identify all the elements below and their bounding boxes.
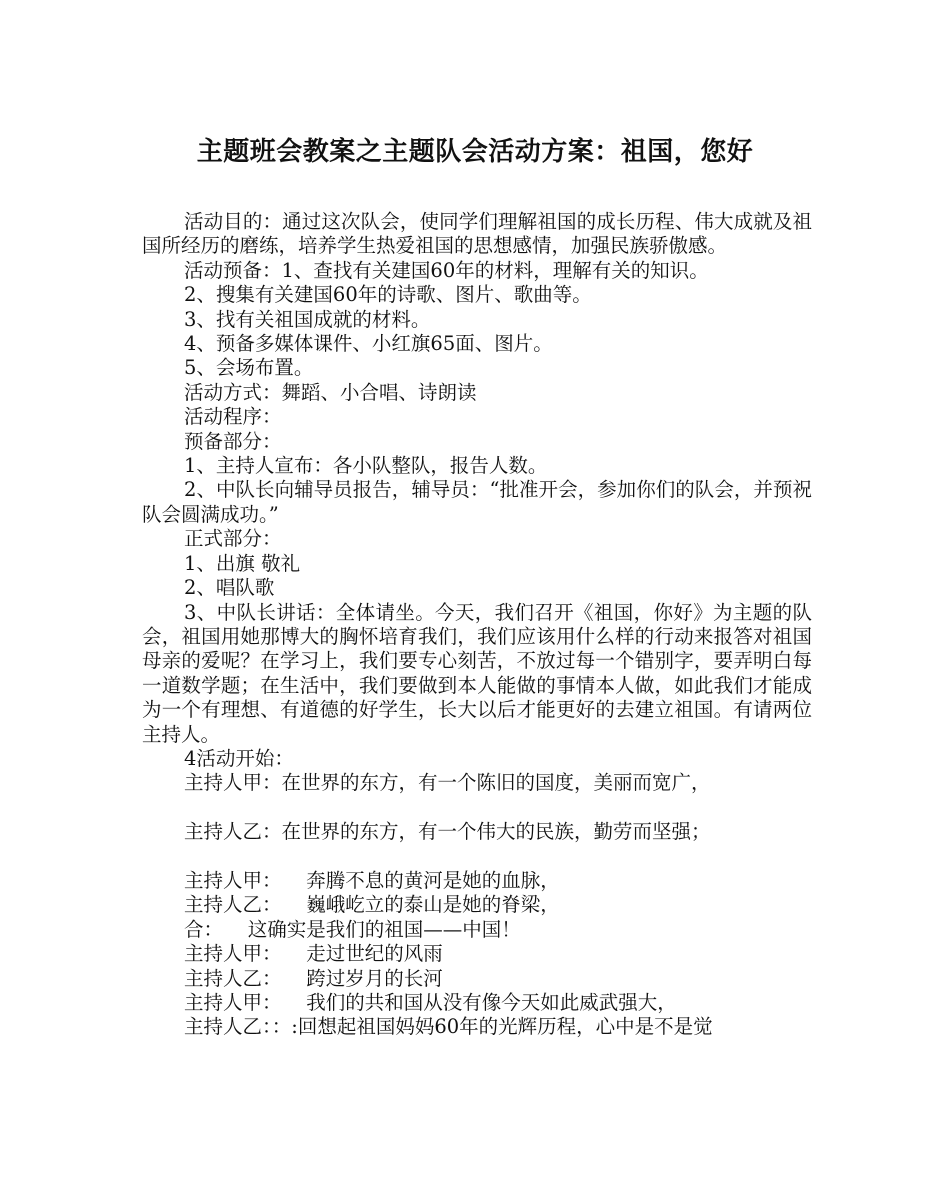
paragraph: 5、会场布置。 — [184, 356, 314, 380]
paragraph: 2、搜集有关建国60年的诗歌、图片、歌曲等。 — [184, 283, 592, 307]
paragraph: 4活动开始： — [184, 746, 294, 770]
blank-line — [142, 796, 812, 820]
document-title: 主题班会教案之主题队会活动方案：祖国，您好 — [196, 137, 754, 167]
paragraph: 2、中队长向辅导员报告，辅导员：“批准开会，参加你们的队会，并预祝队会圆满成功。” — [142, 478, 812, 526]
paragraph: 3、中队长讲话：全体请坐。今天，我们召开《祖国，你好》为主题的队会，祖国用她那博大的胸怀培育我们，我们应该用什么样的行动来报答对祖国母亲的爱呢？在学习上，我们要专心刻苦，不放过每一个错别字，要弄明白每一道数学题；在生活中，我们要做到本人能做的事情本人做，如此我们才能成为一个有理想、有道德的好学生，长大以后才能更好的去建立祖国。有请两位主持人。 — [142, 600, 812, 746]
paragraph: 主持人乙：：:回想起祖国妈妈60年的光辉历程，心中是不是觉 — [184, 1015, 713, 1039]
paragraph: 主持人乙：在世界的东方，有一个伟大的民族，勤劳而坚强； — [184, 820, 711, 844]
paragraph: 活动预备：1、查找有关建国60年的材料，理解有关的知识。 — [184, 258, 709, 282]
paragraph: 预备部分： — [184, 429, 282, 453]
document-body — [142, 210, 812, 1040]
paragraph: 主持人甲：在世界的东方，有一个陈旧的国度，美丽而宽广， — [184, 771, 711, 795]
paragraph: 正式部分： — [184, 527, 282, 551]
paragraph: 3、找有关祖国成就的材料。 — [184, 307, 431, 331]
paragraph: 主持人乙： 跨过岁月的长河 — [184, 966, 443, 990]
paragraph: 4、预备多媒体课件、小红旗65面、图片。 — [184, 332, 553, 356]
paragraph: 2、唱队歌 — [184, 576, 275, 600]
paragraph: 主持人乙： 巍峨屹立的泰山是她的脊梁， — [184, 893, 560, 917]
paragraph: 1、出旗 敬礼 — [184, 551, 301, 575]
paragraph: 活动程序： — [184, 405, 282, 429]
paragraph: 1、主持人宣布：各小队整队，报告人数。 — [184, 454, 548, 478]
paragraph: 主持人甲： 我们的共和国从没有像今天如此威武强大， — [184, 990, 677, 1014]
paragraph: 活动目的：通过这次队会，使同学们理解祖国的成长历程、伟大成就及祖国所经历的磨练，培养学生热爱祖国的思想感情，加强民族骄傲感。 — [142, 210, 812, 258]
blank-line — [142, 845, 812, 869]
paragraph: 主持人甲： 走过世纪的风雨 — [184, 942, 443, 966]
paragraph: 主持人甲： 奔腾不息的黄河是她的血脉， — [184, 868, 560, 892]
paragraph: 活动方式：舞蹈、小合唱、诗朗读 — [184, 380, 477, 404]
paragraph: 合： 这确实是我们的祖国——中国！ — [184, 917, 521, 941]
